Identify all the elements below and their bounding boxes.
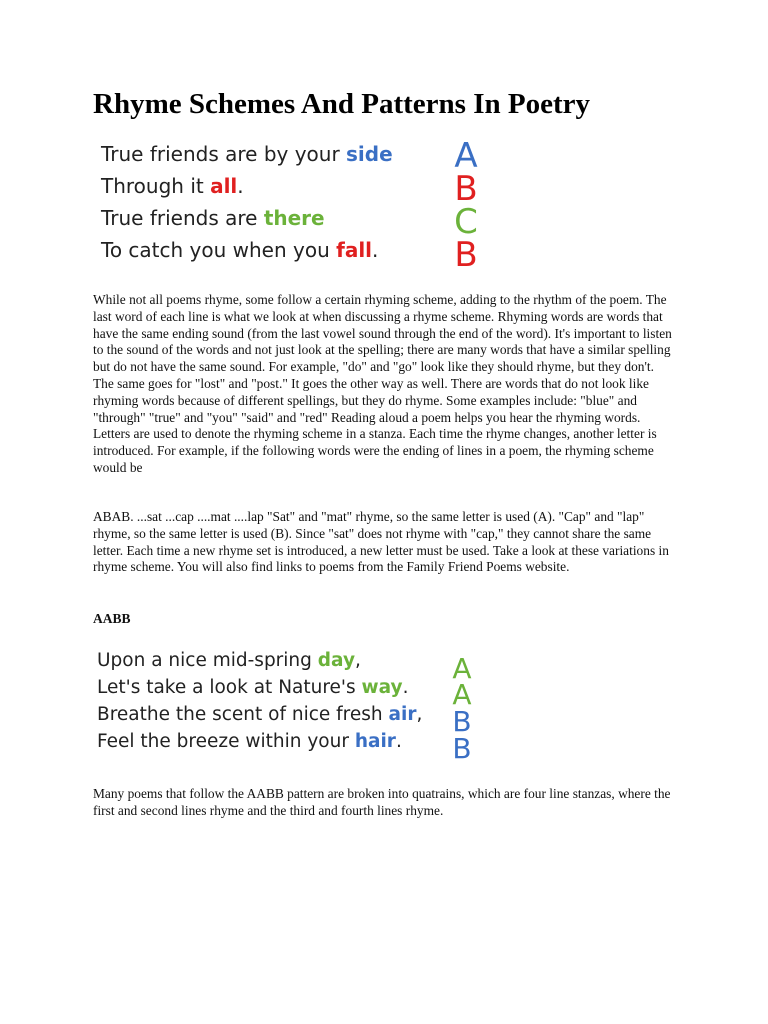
- poem-line: Upon a nice mid-spring day,: [97, 650, 361, 671]
- body-paragraph: ABAB. ...sat ...cap ....mat ....lap "Sat" and "mat" rhyme, so the same letter is used (A). "Cap" and "lap" rhyme, so the same letter is used (B). Since "sat" does not rhyme with "cap," they cannot share the same letter. Each time a new rhyme set is introduced, a new letter must be used. Take a look at these variations in rhyme scheme. You will also find links to poems from the Family Friend Poems website.: [93, 509, 669, 575]
- poem-line: True friends are there: [101, 206, 325, 230]
- rhyme-letter: B: [454, 235, 478, 275]
- section-heading: AABB: [93, 611, 131, 626]
- poem-line: To catch you when you fall.: [101, 238, 379, 262]
- poem-line: Feel the breeze within your hair.: [97, 731, 402, 752]
- rhyme-letter: A: [452, 678, 472, 711]
- page-title: Rhyme Schemes And Patterns In Poetry: [93, 88, 590, 120]
- rhyme-letter: B: [452, 732, 472, 765]
- rhyme-letter: B: [454, 169, 478, 209]
- rhyme-word: fall: [336, 238, 373, 262]
- rhyme-word: all: [210, 174, 238, 198]
- poem-line: Let's take a look at Nature's way.: [97, 677, 409, 698]
- rhyme-word: hair: [354, 731, 396, 752]
- rhyme-word: there: [263, 206, 325, 230]
- rhyme-letter: B: [452, 705, 472, 738]
- poem-line: Breathe the scent of nice fresh air,: [97, 704, 423, 725]
- rhyme-word: side: [346, 142, 393, 166]
- poem-line: True friends are by your side: [101, 142, 393, 166]
- body-paragraph: Many poems that follow the AABB pattern are broken into quatrains, which are four line stanzas, where the first and second lines rhyme and the third and fourth lines rhyme.: [93, 786, 671, 818]
- poem-line: Through it all.: [101, 174, 244, 198]
- rhyme-word: air: [388, 704, 417, 725]
- body-paragraph: While not all poems rhyme, some follow a certain rhyming scheme, adding to the rhythm of the poem. The last word of each line is what we look at when discussing a rhyme scheme. Rhyming words are words that have the same ending sound (from the last vowel sound through the end of the word). It's important to listen to the sound of the words and not just look at the spelling; there are many words that have a similar spelling but do not have the same sound. For example, "do" and "go" look like they should rhyme, but they don't. The same goes for "lost" and "post." It goes the other way as well. There are words that do not look like rhyming words because of different spellings, but they do rhyme. Some examples include: "blue" and "through" "true" and "you" "said" and "red" Reading aloud a poem helps you hear the rhyming words. Letters are used to denote the rhyming scheme in a stanza. Each time the rhyme changes, another letter is introduced. For example, if the following words were the ending of lines in a poem, the rhyming scheme would be: [93, 292, 672, 475]
- rhyme-letter: C: [454, 202, 478, 242]
- rhyme-letter: A: [454, 136, 478, 176]
- rhyme-letter: A: [452, 652, 472, 685]
- rhyme-word: way: [361, 677, 403, 698]
- rhyme-word: day: [317, 650, 355, 671]
